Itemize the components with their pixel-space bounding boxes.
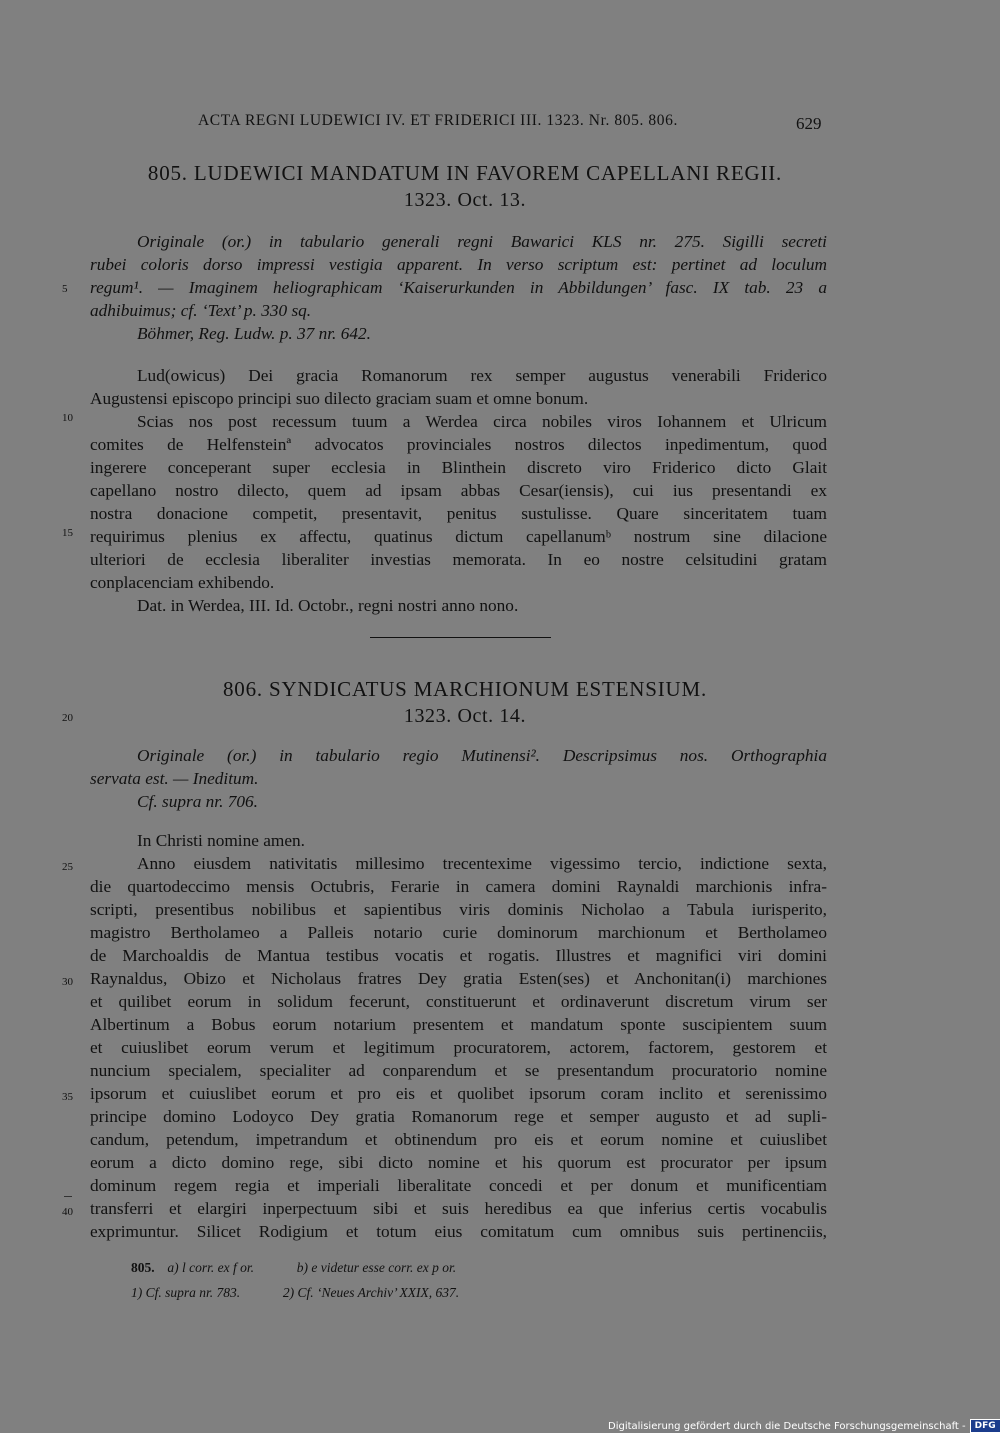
line-number: 40 (62, 1206, 73, 1218)
running-head (0, 112, 1000, 134)
text-line: eorum a dicto domino rege, sibi dicto nomine et his quorum est procurator per ipsum (90, 1153, 827, 1172)
text-line: ipsorum et cuiuslibet eorum et pro eis et quolibet ipsorum coram inclito et serenissimo (90, 1084, 827, 1103)
doc805-date: 1323. Oct. 13. (403, 189, 527, 211)
doc806-date: 1323. Oct. 14. (403, 705, 527, 727)
page-number: 629 (796, 114, 822, 133)
text-line: Albertinum a Bobus eorum notarium presentem et mandatum sponte suscipientem suum (90, 1015, 827, 1034)
text-line: transferri et elargiri inperpectuum sibi et suis heredibus ea que inferius certis vocabulis (90, 1199, 827, 1218)
doc806-apparatus (90, 744, 827, 790)
text-line: principe domino Lodoyco Dey gratia Romanorum rege et semper augusto et ad supli- (90, 1107, 827, 1126)
apparatus-line: rubei coloris dorso impressi vestigia apparent. In verso scriptum est: pertinet ad loculum (90, 255, 827, 274)
crit-note-a: a) l corr. ex f or. (167, 1260, 254, 1275)
text-line: nuncium specialem, specialiter ad conparendum et se presentandum procuratorio nomine (90, 1061, 827, 1080)
apparatus-line: Originale (or.) in tabulario generali regni Bawarici KLS nr. 275. Sigilli secreti (137, 232, 827, 251)
footnote-1: 1) Cf. supra nr. 783. (131, 1285, 241, 1300)
critical-notes (131, 1255, 831, 1280)
doc805-text (90, 364, 827, 617)
apparatus-line: servata est. — Ineditum. (90, 769, 259, 788)
text-line: de Marchoaldis de Mantua testibus vocatis et rogatis. Illustres et magnifici viri domini (90, 946, 827, 965)
funding-credit: Digitalisierung gefördert durch die Deutsche Forschungsgemeinschaft - (608, 1420, 966, 1432)
text-line: candum, petendum, impetrandum et obtinendum pro eis et eorum nomine et cuiuslibet (90, 1130, 827, 1149)
doc806-reference (90, 790, 827, 813)
footnote-2: 2) Cf. ‘Neues Archiv’ XXIX, 637. (282, 1285, 460, 1300)
section-divider (370, 637, 551, 638)
line-number: 25 (62, 861, 73, 873)
doc805-title: 805. LUDEWICI MANDATUM IN FAVOREM CAPELLANI REGII. (147, 161, 783, 185)
doc805-reference (90, 322, 827, 345)
running-title: ACTA REGNI LUDEWICI IV. ET FRIDERICI III. 1323. Nr. 805. 806. (198, 112, 678, 129)
text-line: ulteriori de ecclesia liberaliter investias memorata. In eo nostre celsitudini gratam (90, 550, 827, 569)
footnotes (131, 1255, 831, 1305)
text-line: conplacenciam exhibendo. (90, 573, 275, 592)
text-line: requirimus plenius ex affectu, quatinus dictum capellanumᵇ nostrum sine dilacione (90, 527, 827, 546)
reference-line: Cf. supra nr. 706. (137, 792, 258, 811)
text-line: capellano nostro dilecto, quem ad ipsam abbas Cesar(iensis), cui ius presentandi ex (90, 481, 827, 500)
text-line: Anno eiusdem nativitatis millesimo trecentexime vigessimo tercio, indictione sexta, (137, 854, 827, 873)
text-line: dominum regem regia et imperiali liberalitate concedi et per donum et munificentiam (90, 1176, 827, 1195)
text-line: Lud(owicus) Dei gracia Romanorum rex semper augustus venerabili Friderico (137, 366, 827, 385)
text-line: comites de Helfensteinª advocatos provinciales nostros dilectos inpedimentum, quod (90, 435, 827, 454)
crit-note-b: b) e videtur esse corr. ex p or. (296, 1260, 457, 1275)
text-line: Dat. in Werdea, III. Id. Octobr., regni nostri anno nono. (137, 596, 519, 615)
text-line: In Christi nomine amen. (137, 831, 305, 850)
doc806-title: 806. SYNDICATUS MARCHIONUM ESTENSIUM. (222, 677, 708, 701)
explanatory-notes (131, 1280, 831, 1305)
apparatus-line: adhibuimus; cf. ‘Text’ p. 330 sq. (90, 301, 312, 320)
line-number: 35 (62, 1091, 73, 1103)
text-line: Raynaldus, Obizo et Nicholaus fratres Dey gratia Esten(ses) et Anchonitan(i) marchiones (90, 969, 827, 988)
line-number: 30 (62, 976, 73, 988)
text-line: ingerere conceperant super ecclesia in Blinthein discreto viro Friderico dicto Glait (90, 458, 827, 477)
text-line: Augustensi episcopo principi suo dilecto graciam suam et omne bonum. (90, 389, 589, 408)
dfg-footer (608, 1419, 998, 1433)
line-number: 10 (62, 412, 73, 424)
apparatus-line: Originale (or.) in tabulario regio Mutinensi². Descripsimus nos. Orthographia (137, 746, 827, 765)
text-line: nostra donacione competit, presentavit, penitus sustulisse. Quare sinceritatem tuam (90, 504, 827, 523)
text-line: et cuiuslibet eorum verum et legitimum procuratorem, actorem, factorem, gestorem et (90, 1038, 827, 1057)
text-line: scripti, presentibus nobilibus et sapientibus viris dominis Nicholao a Tabula iurisperito, (90, 900, 827, 919)
doc805-apparatus (90, 230, 827, 322)
line-number: 15 (62, 527, 73, 539)
apparatus-line: regum¹. — Imaginem heliographicam ‘Kaiserurkunden in Abbildungen’ fasc. IX tab. 23 a (90, 278, 827, 297)
dfg-logo: DFG (970, 1419, 1000, 1433)
reference-line: Böhmer, Reg. Ludw. p. 37 nr. 642. (137, 324, 371, 343)
crit-label: 805. (131, 1260, 155, 1275)
text-line: et quilibet eorum in solidum fecerunt, constituerunt et ordinaverunt discretum virum ser (90, 992, 827, 1011)
text-line: magistro Bertholameo a Palleis notario curie dominorum marchionum et Bertholameo (90, 923, 827, 942)
text-line: exprimuntur. Silicet Rodigium et totum eius comitatum cum omnibus suis pertinenciis, (90, 1222, 827, 1241)
text-line: Scias nos post recessum tuum a Werdea circa nobiles viros Iohannem et Ulricum (137, 412, 827, 431)
line-number: 20 (62, 712, 73, 724)
doc806-text (90, 829, 827, 1243)
margin-tick (64, 1196, 72, 1197)
text-line: die quartodeccimo mensis Octubris, Ferarie in camera domini Raynaldi marchionis infra- (90, 877, 827, 896)
line-number: 5 (62, 283, 68, 295)
